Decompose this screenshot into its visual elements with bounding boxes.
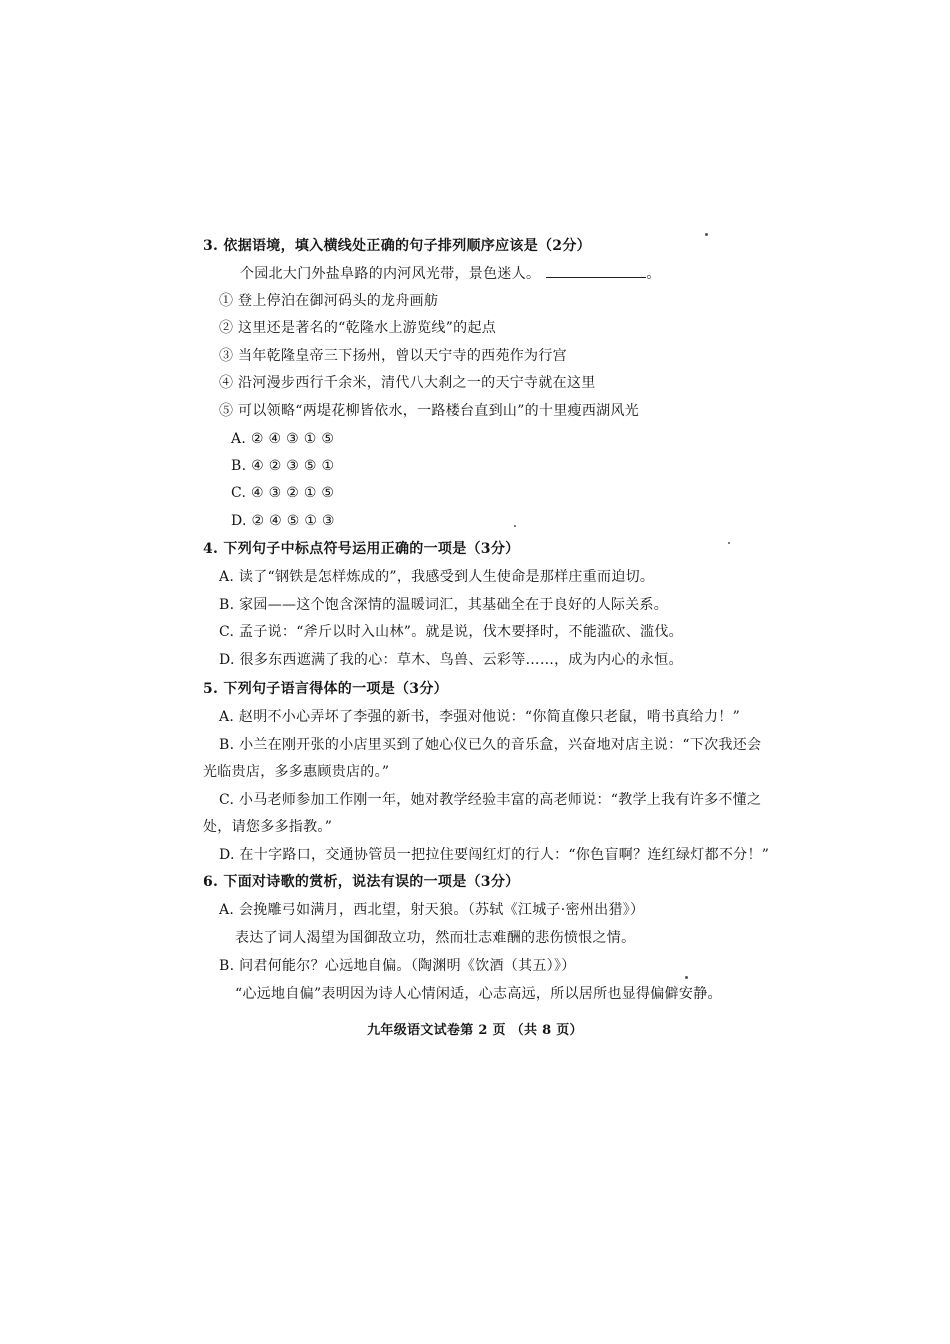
q3-item-3: ③ 当年乾隆皇帝三下扬州，曾以天宁寺的西苑作为行宫	[219, 348, 567, 364]
q4-heading: 4. 下列句子中标点符号运用正确的一项是（3分）	[203, 541, 520, 557]
q3-context	[240, 264, 661, 284]
q6-option-a: A. 会挽雕弓如满月，西北望，射天狼。（苏轼《江城子·密州出猎》）	[219, 902, 645, 918]
q3-heading: 3. 依据语境，填入横线处正确的句子排列顺序应该是（2分）	[203, 238, 591, 254]
page-footer: 九年级语文试卷第 2 页 （共 8 页）	[367, 1023, 583, 1038]
q3-option-a: A. ② ④ ③ ① ⑤	[231, 431, 335, 447]
scan-speck	[728, 542, 730, 544]
q4-option-a: A. 读了“钢铁是怎样炼成的”，我感受到人生使命是那样庄重而迫切。	[219, 569, 655, 585]
q3-context-text: 个园北大门外盐阜路的内河风光带，景色迷人。	[240, 266, 541, 282]
q5-heading: 5. 下列句子语言得体的一项是（3分）	[203, 681, 448, 697]
q3-option-b: B. ④ ② ③ ⑤ ①	[231, 458, 335, 474]
scan-speck	[514, 525, 516, 527]
scan-speck	[685, 976, 688, 979]
q3-option-c: C. ④ ③ ② ① ⑤	[231, 485, 335, 501]
q5-option-c-cont: 处，请您多多指教。”	[203, 819, 333, 835]
q3-item-4: ④ 沿河漫步西行千余米，清代八大刹之一的天宁寺就在这里	[219, 375, 596, 391]
q5-option-c: C. 小马老师参加工作刚一年，她对教学经验丰富的高老师说：“教学上我有许多不懂之	[219, 792, 762, 808]
q3-item-5: ⑤ 可以领略“两堤花柳皆依水，一路楼台直到山”的十里瘦西湖风光	[219, 403, 640, 419]
q3-item-2: ② 这里还是著名的“乾隆水上游览线”的起点	[219, 320, 497, 336]
q6-heading: 6. 下面对诗歌的赏析，说法有误的一项是（3分）	[203, 874, 520, 890]
q4-option-c: C. 孟子说：“斧斤以时入山林”。就是说，伐木要择时，不能滥砍、滥伐。	[219, 624, 683, 640]
q3-item-1: ① 登上停泊在御河码头的龙舟画舫	[219, 293, 439, 309]
q4-option-d: D. 很多东西遮满了我的心：草木、鸟兽、云彩等……，成为内心的永恒。	[219, 652, 683, 668]
q5-option-d: D. 在十字路口，交通协管员一把拉住要闯红灯的行人：“你色盲啊？连红绿灯都不分！”	[219, 847, 770, 863]
q6-option-b-note: “心远地自偏”表明因为诗人心情闲适，心志高远，所以居所也显得偏僻安静。	[235, 986, 722, 1002]
q5-option-b: B. 小兰在刚开张的小店里买到了她心仪已久的音乐盒，兴奋地对店主说：“下次我还会	[219, 737, 762, 753]
q5-option-a: A. 赵明不小心弄坏了李强的新书，李强对他说：“你简直像只老鼠，啃书真给力！”	[219, 709, 741, 725]
q6-option-b: B. 问君何能尔？心远地自偏。（陶渊明《饮酒（其五）》）	[219, 958, 576, 974]
q3-context-end: 。	[646, 266, 661, 282]
q4-option-b: B. 家园——这个饱含深情的温暖词汇，其基础全在于良好的人际关系。	[219, 597, 669, 613]
q5-option-b-cont: 光临贵店，多多惠顾贵店的。”	[203, 764, 390, 780]
q6-option-a-note: 表达了词人渴望为国御敌立功，然而壮志难酬的悲伤愤恨之情。	[235, 930, 636, 946]
scan-speck	[705, 233, 708, 236]
q3-blank	[546, 265, 646, 278]
q3-option-d: D. ② ④ ⑤ ① ③	[231, 513, 335, 529]
